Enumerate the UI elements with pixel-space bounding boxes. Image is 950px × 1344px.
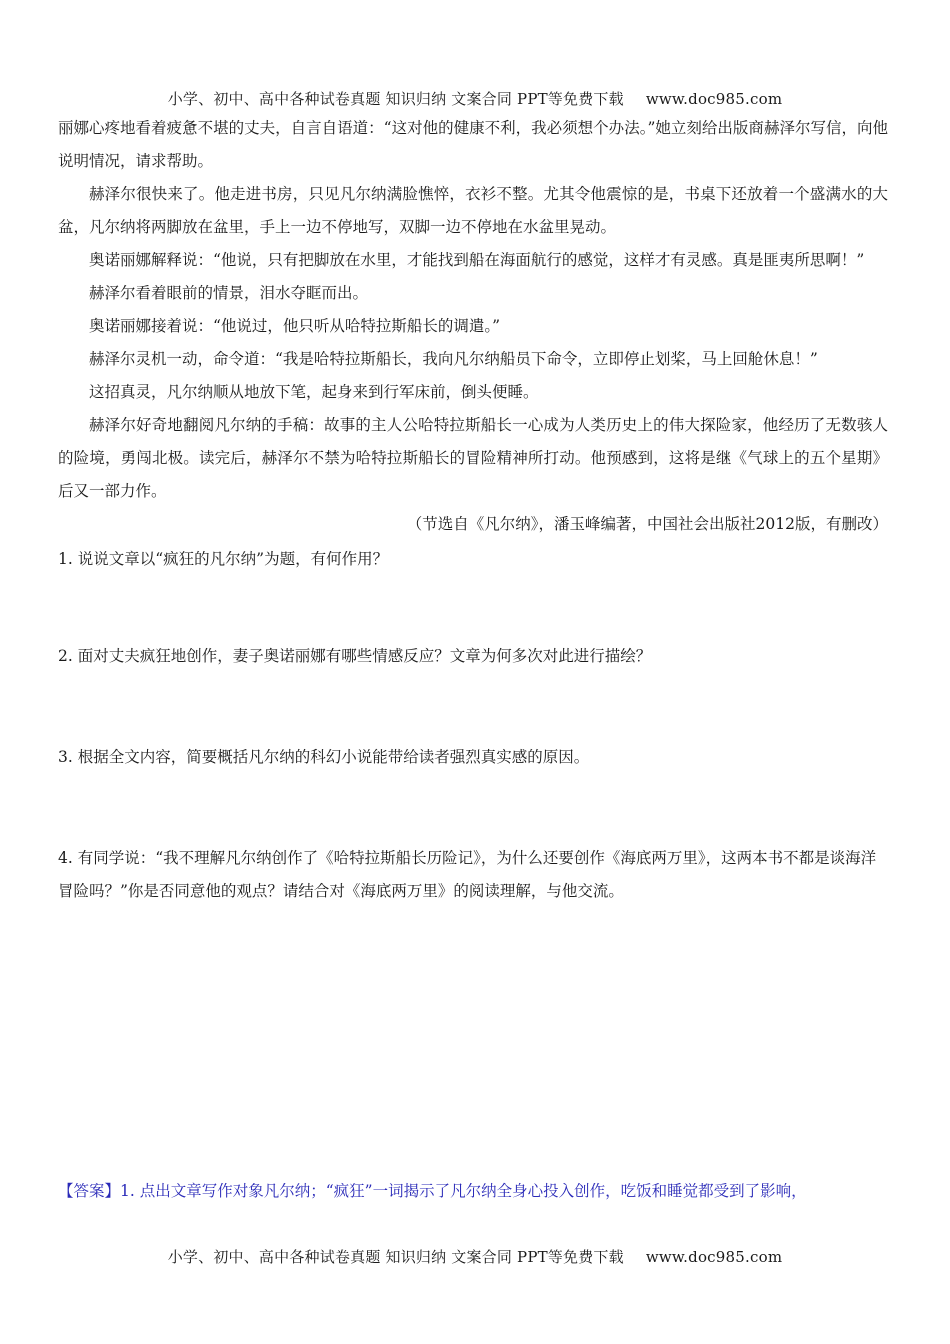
page-footer (0, 1246, 950, 1267)
question-1: 1. 说说文章以“疯狂的凡尔纳”为题，有何作用？ (58, 550, 389, 568)
document-body (58, 112, 888, 908)
passage-paragraph-1: 丽娜心疼地看着疲惫不堪的丈夫，自言自语道：“这对他的健康不利，我必须想个办法。”她立刻给出版商赫泽尔写信，向他说明情况，请求帮助。 (58, 119, 888, 170)
source-citation: （节选自《凡尔纳》，潘玉峰编著，中国社会出版社2012版，有删改） (406, 515, 888, 533)
passage-paragraph-8: 赫泽尔好奇地翻阅凡尔纳的手稿：故事的主人公哈特拉斯船长一心成为人类历史上的伟大探险家，他经历了无数骇人的险境，勇闯北极。读完后，赫泽尔不禁为哈特拉斯船长的冒险精神所打动。他预感到，这将是继《气球上的五个星期》后又一部力作。 (58, 416, 888, 500)
passage-paragraph-6: 赫泽尔灵机一动，命令道：“我是哈特拉斯船长，我向凡尔纳船员下命令，立即停止划桨，马上回舱休息！” (89, 350, 818, 368)
question-3: 3. 根据全文内容，简要概括凡尔纳的科幻小说能带给读者强烈真实感的原因。 (58, 748, 590, 766)
passage-paragraph-4: 赫泽尔看着眼前的情景，泪水夺眶而出。 (89, 284, 369, 302)
header-site-link[interactable]: www.doc985.com (645, 90, 783, 108)
answer-text: 1. 点出文章写作对象凡尔纳；“疯狂”一词揭示了凡尔纳全身心投入创作，吃饭和睡觉都受到了影响， (120, 1182, 807, 1200)
footer-site-link[interactable]: www.doc985.com (645, 1248, 783, 1266)
passage-paragraph-5: 奥诺丽娜接着说：“他说过，他只听从哈特拉斯船长的调遣。” (89, 317, 501, 335)
answer-tag: 【答案】 (58, 1182, 121, 1200)
footer-text: 小学、初中、高中各种试卷真题 知识归纳 文案合同 PPT等免费下载 (167, 1248, 624, 1266)
answer-section (58, 1175, 888, 1208)
passage-paragraph-3: 奥诺丽娜解释说：“他说，只有把脚放在水里，才能找到船在海面航行的感觉，这样才有灵感。真是匪夷所思啊！” (89, 251, 865, 269)
passage-paragraph-7: 这招真灵，凡尔纳顺从地放下笔，起身来到行军床前，倒头便睡。 (89, 383, 539, 401)
question-4: 4. 有同学说：“我不理解凡尔纳创作了《哈特拉斯船长历险记》，为什么还要创作《海底两万里》，这两本书不都是谈海洋冒险吗？”你是否同意他的观点？请结合对《海底两万里》的阅读理解，与他交流。 (58, 849, 877, 900)
header-text: 小学、初中、高中各种试卷真题 知识归纳 文案合同 PPT等免费下载 (167, 90, 624, 108)
question-2: 2. 面对丈夫疯狂地创作，妻子奥诺丽娜有哪些情感反应？文章为何多次对此进行描绘？ (58, 647, 652, 665)
passage-paragraph-2: 赫泽尔很快来了。他走进书房，只见凡尔纳满脸憔悴，衣衫不整。尤其令他震惊的是，书桌下还放着一个盛满水的大盆，凡尔纳将两脚放在盆里，手上一边不停地写，双脚一边不停地在水盆里晃动。 (58, 185, 888, 236)
page-header (0, 88, 950, 109)
